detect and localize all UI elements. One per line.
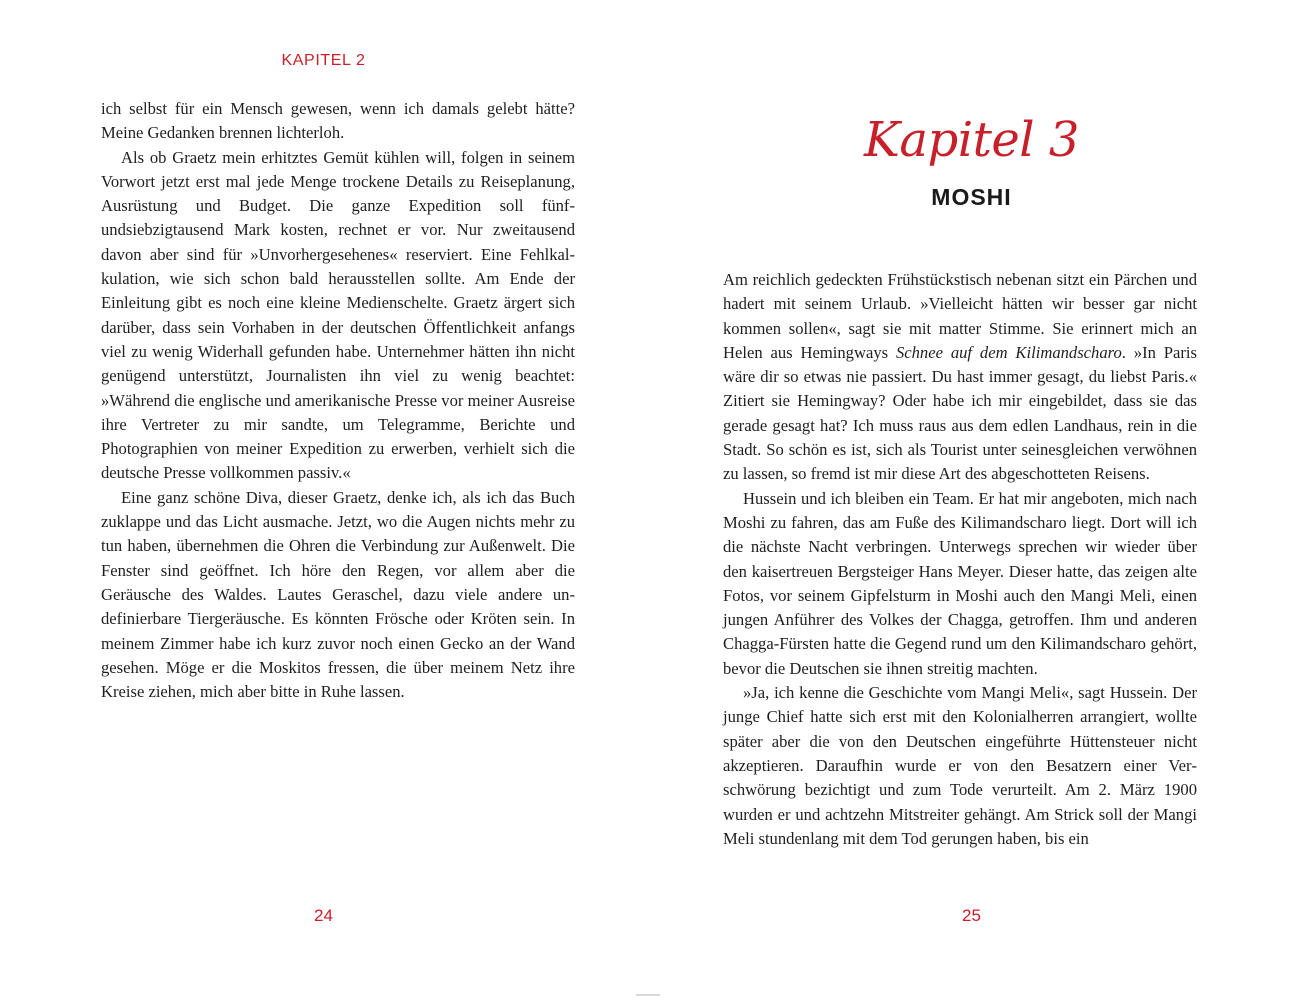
- paragraph: Als ob Graetz mein erhitztes Gemüt kühlen will, folgen in seinem Vorwort jetzt erst mal jede Menge trockene Details zu Reiseplanung, Ausrüstung und Budget. Die ganze Expedition soll fünfundsiebzigtausend Mark kosten, rechnet er vor. Nur zweitausend davon aber sind für »Unvorhergesehenes« reserviert. Eine Fehlkalkulation, wie sich schon bald herausstellen sollte. Am Ende der Einleitung gibt es noch eine kleine Medienschelte. Graetz ärgert sich darüber, dass sein Vorhaben in der deutschen Öffentlichkeit anfangs viel zu wenig Widerhall gefunden habe. Unternehmer hätten ihn nicht genügend unterstützt, Journalisten ihn viel zu wenig beachtet: »Während die englische und amerikanische Presse vor meiner Ausreise ihre Vertreter zu mir sandte, um Telegramme, Berichte und Photographien von meiner Expedition zu erwerben, verhielt sich die deutsche Presse vollkommen passiv.«: [101, 147, 575, 483]
- running-head: KAPITEL 2: [281, 52, 366, 69]
- right-page: [648, 0, 1295, 1000]
- paragraph-text: Am reichlich gedeckten Frühstückstisch nebenan sitzt ein Pärchen und hadert mit seinem Urlaub. »Vielleicht hätten wir besser gar nicht kommen sollen«, sagt sie mit matter Stimme. Sie erinnert mich an Helen aus Hemingways: [723, 270, 1197, 362]
- chapter-label: Kapitel 3: [864, 112, 1079, 168]
- paragraph: Hussein und ich bleiben ein Team. Er hat mir angeboten, mich nach Moshi zu fahren, das am Fuße des Kilimandscharo liegt. Dort will ich die nächste Nacht verbringen. Unterwegs sprechen wir wieder über den kaisertreuen Bergsteiger Hans Meyer. Dieser hatte, das zeigen alte Fotos, vor seinem Gipfelsturm in Moshi auch den Mangi Meli, einen jungen Anführer des Volkes der Chagga, getroffen. Ihm und anderen Chagga-Fürsten hatte die Gegend rund um den Kilimandscharo gehört, bevor die Deutschen sie ihnen streitig machten.: [723, 488, 1197, 678]
- paragraph-text: . »In Paris wäre dir so etwas nie passiert. Du hast immer gesagt, du liebst Paris.« Zitiert sie Hemingway? Oder habe ich mir eingebildet, dass sie das gerade gesagt hat? Ich muss raus aus dem edlen Landhaus, rein in die Stadt. So schön es ist, sich als Tourist unter seinesgleichen verwöhnen zu lassen, so fremd ist mir diese Art des abgeschotteten Reisens.: [723, 342, 1197, 484]
- right-body-text: [723, 268, 1197, 851]
- book-title: Schnee auf dem Kilimandscharo: [895, 342, 1122, 362]
- paragraph: [723, 268, 1197, 487]
- left-body-text: [101, 97, 575, 704]
- paragraph: Eine ganz schöne Diva, dieser Graetz, denke ich, als ich das Buch zuklappe und das Licht ausmache. Jetzt, wo die Augen nichts mehr zu tun haben, übernehmen die Ohren die Verbindung zur Außenwelt. Die Fenster sind geöffnet. Ich höre den Regen, vor allem aber die Geräusche des Waldes. Lautes Geraschel, dazu viele andere undefinierbare Tiergeräusche. Es könnten Frösche oder Kröten sein. In meinem Zimmer habe ich kurz zuvor noch einen Gecko an der Wand gesehen. Möge er die Moskitos fressen, die über meinem Netz ihre Kreise ziehen, mich aber bitte in Ruhe lassen.: [101, 487, 575, 702]
- paragraph: ich selbst für ein Mensch gewesen, wenn ich damals gelebt hätte? Meine Gedanken brennen lichterloh.: [101, 99, 575, 143]
- bottom-edge-mark: [636, 994, 660, 996]
- paragraph: »Ja, ich kenne die Geschichte vom Mangi Meli«, sagt Hussein. Der junge Chief hatte sich erst mit den Kolonialherren arrangiert, wollte später aber die von den Deutschen eingeführte Hüttensteuer nicht akzeptieren. Daraufhin wurde er von den Besatzern einer Verschwörung bezichtigt und zum Tode verurteilt. Am 2. März 1900 wurden er und achtzehn Mitstreiter gehängt. Am Strick soll der Mangi Meli stundenlang mit dem Tod gerungen haben, bis ein: [723, 683, 1197, 848]
- left-page: [0, 0, 647, 1000]
- page-number: 25: [962, 906, 981, 925]
- page-number: 24: [314, 906, 333, 925]
- chapter-title: MOSHI: [931, 184, 1012, 210]
